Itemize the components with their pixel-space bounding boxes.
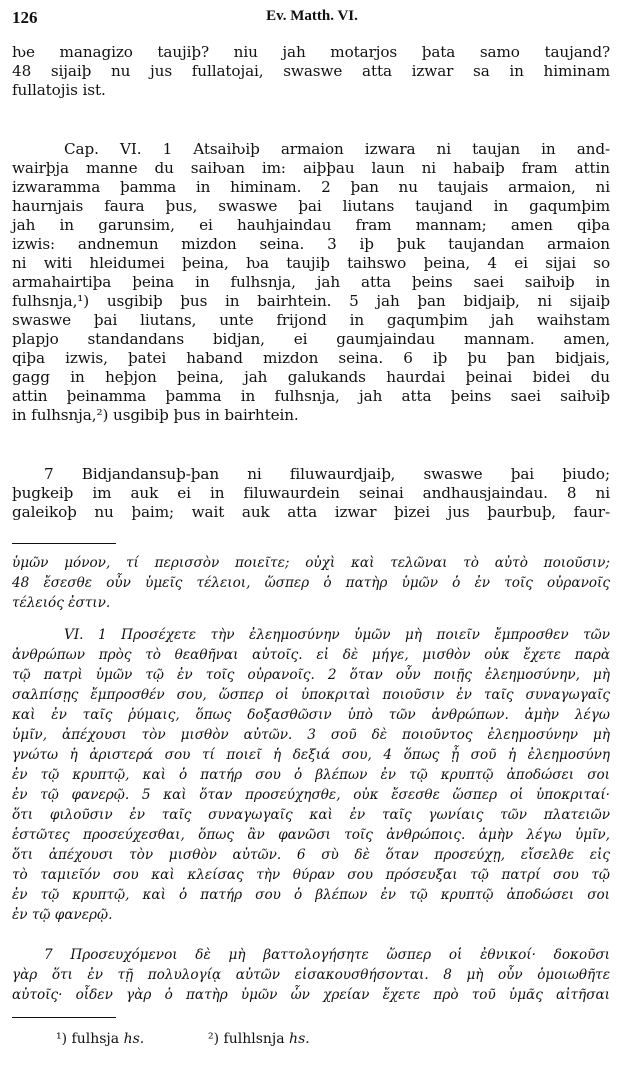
text-line: qiþa izwis, þatei haband mizdon seina. 6 iþ þu þan bidjais,	[12, 349, 610, 367]
text-line: γὰρ ὅτι ἐν τῇ πολυλογίᾳ αὐτῶν εἰσακουσθήσονται. 8 μὴ οὖν ὁμοιωθῆτε	[12, 967, 610, 983]
page-number: 126	[12, 8, 38, 27]
text-line: plapjo standandans bidjan, ei gaumjaindau mannam. amen,	[12, 330, 610, 348]
text-line: 48 sijaiþ nu jus fullatojai, swaswe atta izwar sa in himinam	[12, 62, 610, 80]
footnote-2	[208, 1031, 310, 1047]
text-line: haurnjais faura þus, swaswe þai liutans taujand in gaqumþim	[12, 197, 610, 215]
text-line: 7 Bidjandansuþ-þan ni filuwaurdjaiþ, swaswe þai þiudo;	[44, 465, 610, 483]
text-line: ὅτι φιλοῦσιν ἐν ταῖς συναγωγαῖς καὶ ἐν ταῖς γωνίαις τῶν πλατειῶν	[12, 807, 610, 823]
footnote-mark: ¹)	[56, 1031, 68, 1047]
text-line: καὶ ἐν ταῖς ῥύμαις, ὅπως δοξασθῶσιν ὑπὸ τῶν ἀνθρώπων. ἀμὴν λέγω	[12, 707, 610, 723]
text-line: σαλπίσῃς ἔμπροσθέν σου, ὥσπερ οἱ ὑποκριταὶ ποιοῦσιν ἐν ταῖς συναγωγαῖς	[12, 687, 610, 703]
greek-text-block-1	[12, 553, 610, 613]
text-line: αὐτοῖς· οἶδεν γὰρ ὁ πατὴρ ὑμῶν ὧν χρείαν ἔχετε πρὸ τοῦ ὑμᾶς αἰτῆσαι	[12, 987, 610, 1003]
greek-text-block-3	[12, 945, 610, 1005]
text-line: ἐν τῷ φανερῷ.	[12, 907, 113, 923]
text-line: swaswe þai liutans, unte frijond in gaqumþim jah waihstam	[12, 311, 610, 329]
text-line: ὅτι ἀπέχουσι τὸν μισθὸν αὐτῶν. 6 σὺ δὲ ὅταν προσεύχῃ, εἴσελθε εἰς	[12, 847, 610, 863]
text-line: 7 Προσευχόμενοι δὲ μὴ βαττολογήσητε ὥσπερ οἱ ἐθνικοί· δοκοῦσι	[44, 947, 610, 963]
text-line: izwis: andnemun mizdon seina. 3 iþ þuk taujandan armaion	[12, 235, 610, 253]
text-line: jah in garunsim, ei hauhjaindau fram mannam; amen qiþa	[12, 216, 610, 234]
text-line: ἐν τῷ φανερῷ. 5 καὶ ὅταν προσεύχησθε, οὐκ ἔσεσθε ὥσπερ οἱ ὑποκριταί·	[12, 787, 610, 803]
chapter-heading-line: VI. 1 Προσέχετε τὴν ἐλεημοσύνην ὑμῶν μὴ ποιεῖν ἔμπροσθεν τῶν	[64, 627, 610, 643]
text-line: ni witi hleidumei þeina, ƕa taujiþ taihswo þeina, 4 ei sijai so	[12, 254, 610, 272]
text-line: ὑμῶν μόνον, τί περισσὸν ποιεῖτε; οὐχὶ καὶ τελῶναι τὸ αὐτὸ ποιοῦσιν;	[12, 555, 610, 571]
text-line: izwaramma þamma in himinam. 2 þan nu taujais armaion, ni	[12, 178, 610, 196]
text-line: τέλειός ἐστιν.	[12, 595, 111, 611]
footnote-1	[56, 1031, 144, 1047]
text-line: ἐν τῷ κρυπτῷ, καὶ ὁ πατήρ σου ὁ βλέπων ἐν τῷ κρυπτῷ ἀποδώσει σοι	[12, 767, 610, 783]
text-line: ἑστῶτες προσεύχεσθαι, ὅπως ἂν φανῶσι τοῖς ἀνθρώποις. ἀμὴν λέγω ὑμῖν,	[12, 827, 610, 843]
text-line: attin þeinamma þamma in fulhsnja, jah atta þeins saei saiƕiþ	[12, 387, 610, 405]
gothic-text-block-1	[12, 43, 610, 100]
text-line: τὸ ταμιεῖόν σου καὶ κλείσας τὴν θύραν σου πρόσευξαι τῷ πατρί σου τῷ	[12, 867, 610, 883]
gothic-text-block-3	[12, 465, 610, 522]
footnote-mark: ²)	[208, 1031, 220, 1047]
footnote-divider	[12, 1017, 116, 1018]
chapter-heading-line: Cap. VI. 1 Atsaiƕiþ armaion izwara ni taujan in and-	[64, 140, 610, 158]
gothic-text-block-2	[12, 140, 610, 425]
text-line: fullatojis ist.	[12, 81, 106, 99]
running-title: Ev. Matth. VI.	[266, 8, 358, 24]
text-line: ἐν τῷ κρυπτῷ, καὶ ὁ πατήρ σου ὁ βλέπων ἐν τῷ κρυπτῷ ἀποδώσει σοι	[12, 887, 610, 903]
footnote-text: fulhlsnja	[223, 1031, 285, 1047]
divider-rule	[12, 543, 116, 544]
text-line: ƕe managizo taujiþ? niu jah motarjos þata samo taujand?	[12, 43, 610, 61]
text-line: ἀνθρώπων πρὸς τὸ θεαθῆναι αὐτοῖς. εἰ δὲ μήγε, μισθὸν οὐκ ἔχετε παρὰ	[12, 647, 610, 663]
text-line: τῷ πατρὶ ὑμῶν τῷ ἐν τοῖς οὐρανοῖς. 2 ὅταν οὖν ποιῇς ἐλεημοσύνην, μὴ	[12, 667, 610, 683]
text-line: 48 ἔσεσθε οὖν ὑμεῖς τέλειοι, ὥσπερ ὁ πατὴρ ὑμῶν ὁ ἐν τοῖς οὐρανοῖς	[12, 575, 610, 591]
page-header	[12, 8, 612, 30]
text-line: ὑμῖν, ἀπέχουσι τὸν μισθὸν αὐτῶν. 3 σοῦ δὲ ποιοῦντος ἐλεημοσύνην μὴ	[12, 727, 610, 743]
footnote-note: hs.	[123, 1031, 145, 1047]
text-line: galeikoþ nu þaim; wait auk atta izwar þizei jus þaurbuþ, faur-	[12, 503, 610, 521]
text-line: in fulhsnja,²) usgibiþ þus in bairhtein.	[12, 406, 299, 424]
text-line: wairþja manne du saiƕan im: aiþþau laun ni habaiþ fram attin	[12, 159, 610, 177]
text-line: þugkeiþ im auk ei in filuwaurdein seinai andhausjaindau. 8 ni	[12, 484, 610, 502]
text-line: γνώτω ἡ ἀριστερά σου τί ποιεῖ ἡ δεξιά σου, 4 ὅπως ᾖ σοῦ ἡ ἐλεημοσύνη	[12, 747, 610, 763]
text-line: fulhsnja,¹) usgibiþ þus in bairhtein. 5 jah þan bidjaiþ, ni sijaiþ	[12, 292, 610, 310]
footnote-note: hs.	[289, 1031, 310, 1047]
text-line: armahairtiþa þeina in fulhsnja, jah atta þeins saei saiƕiþ in	[12, 273, 610, 291]
greek-text-block-2	[12, 625, 610, 925]
footnote-text: fulhsja	[71, 1031, 120, 1047]
text-line: gagg in heþjon þeina, jah galukands haurdai þeinai bidei du	[12, 368, 610, 386]
